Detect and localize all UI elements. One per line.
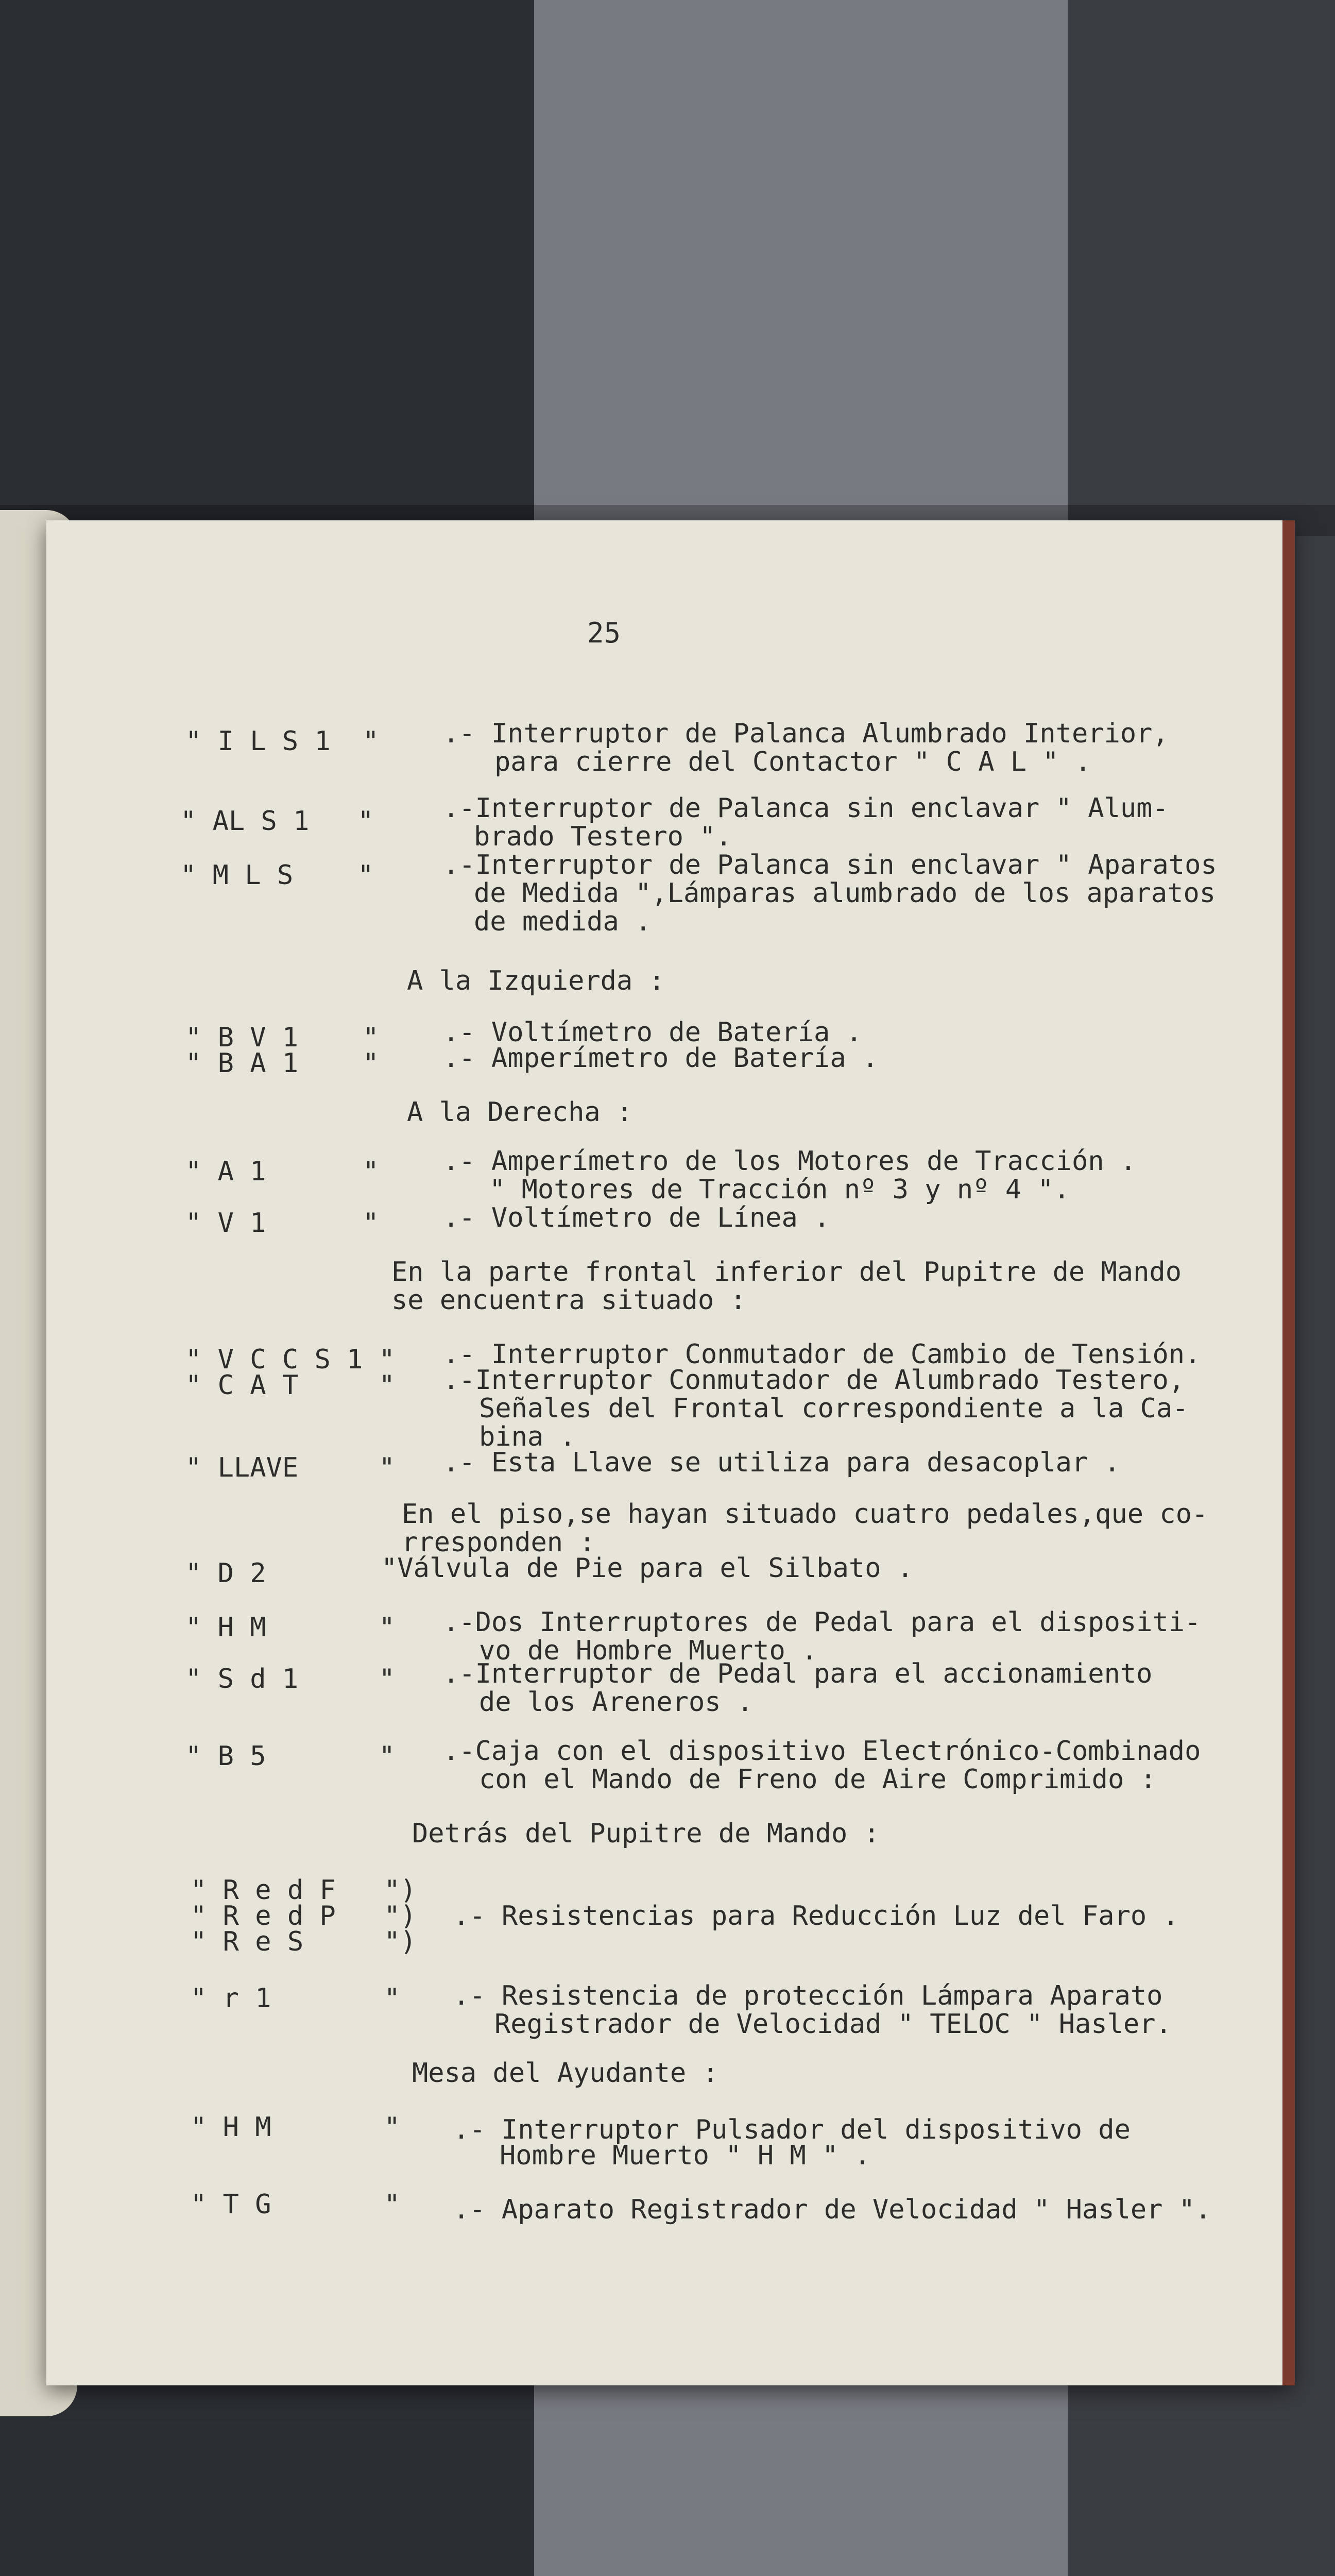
desc: vo de Hombre Muerto . [479, 1635, 818, 1666]
code: " AL S 1 " [180, 806, 374, 837]
book-edge [1282, 520, 1295, 2385]
code: " D 2 [185, 1558, 363, 1589]
code: " I L S 1 " [185, 726, 379, 757]
desc: .-Interruptor de Palanca sin enclavar " Alum- [443, 793, 1169, 824]
desc: .-Interruptor de Palanca sin enclavar " Aparatos [443, 850, 1217, 880]
code: " V 1 " [185, 1208, 379, 1239]
desc: .- Resistencia de protección Lámpara Aparato [453, 1980, 1163, 2011]
desc: .- Resistencias para Reducción Luz del Faro . [453, 1901, 1179, 1931]
heading: rresponden : [402, 1527, 595, 1558]
heading: A la Izquierda : [407, 965, 665, 996]
code: " H M " [191, 2112, 400, 2143]
desc: bina . [479, 1421, 576, 1452]
desc: .- Amperímetro de los Motores de Tracción . [443, 1146, 1137, 1177]
code: " B A 1 " [185, 1048, 379, 1079]
desc: Registrador de Velocidad " TELOC " Hasler. [494, 2009, 1172, 2040]
code: " C A T " [185, 1370, 395, 1401]
code: " H M " [185, 1612, 395, 1643]
desc: de medida . [474, 906, 652, 937]
desc: "Válvula de Pie para el Silbato . [381, 1553, 914, 1584]
code: " T G " [191, 2189, 400, 2220]
desc: .- Esta Llave se utiliza para desacoplar . [443, 1447, 1120, 1478]
desc: .-Dos Interruptores de Pedal para el dispositi- [443, 1607, 1201, 1638]
desc: .-Interruptor de Pedal para el accionamiento [443, 1658, 1153, 1689]
code: " LLAVE " [185, 1452, 395, 1483]
heading: se encuentra situado : [391, 1285, 746, 1316]
code: " R e d F ") [191, 1875, 417, 1906]
desc: .- Amperímetro de Batería . [443, 1043, 879, 1074]
desc: con el Mando de Freno de Aire Comprimido : [479, 1764, 1156, 1795]
code: " B V 1 " [185, 1022, 379, 1053]
desc: de Medida ",Lámparas alumbrado de los aparatos [474, 878, 1216, 909]
code: " R e S ") [191, 1926, 417, 1957]
code: " B 5 " [185, 1741, 395, 1772]
heading: A la Derecha : [407, 1097, 633, 1128]
code: " S d 1 " [185, 1664, 395, 1694]
heading: En el piso,se hayan situado cuatro pedales,que co- [402, 1499, 1208, 1530]
page-number: 25 [587, 617, 621, 649]
code: " M L S " [180, 860, 374, 891]
desc: .- Aparato Registrador de Velocidad " Hasler ". [453, 2194, 1211, 2225]
desc: de los Areneros . [479, 1687, 754, 1718]
desc: " Motores de Tracción nº 3 y nº 4 ". [489, 1174, 1070, 1205]
desc: .- Interruptor Conmutador de Cambio de Tensión. [443, 1339, 1201, 1370]
desc: .-Interruptor Conmutador de Alumbrado Testero, [443, 1365, 1185, 1396]
desc: Señales del Frontal correspondiente a la Ca- [479, 1393, 1189, 1424]
heading: Detrás del Pupitre de Mando : [412, 1818, 880, 1849]
desc: Hombre Muerto " H M " . [500, 2140, 871, 2171]
code: " r 1 " [191, 1983, 400, 2014]
desc: .- Voltímetro de Batería . [443, 1017, 862, 1048]
code: " R e d P ") [191, 1901, 417, 1931]
desc: .- Interruptor Pulsador del dispositivo de [453, 2114, 1131, 2145]
code: " A 1 " [185, 1156, 379, 1187]
desc: para cierre del Contactor " C A L " . [494, 747, 1091, 777]
desc: .-Caja con el dispositivo Electrónico-Combinado [443, 1736, 1201, 1767]
heading: Mesa del Ayudante : [412, 2058, 718, 2089]
code: " V C C S 1 " [185, 1344, 395, 1375]
desc: .- Interruptor de Palanca Alumbrado Interior, [443, 718, 1169, 749]
heading: En la parte frontal inferior del Pupitre de Mando [391, 1257, 1182, 1287]
desc: .- Voltímetro de Línea . [443, 1202, 830, 1233]
desc: brado Testero ". [474, 821, 732, 852]
